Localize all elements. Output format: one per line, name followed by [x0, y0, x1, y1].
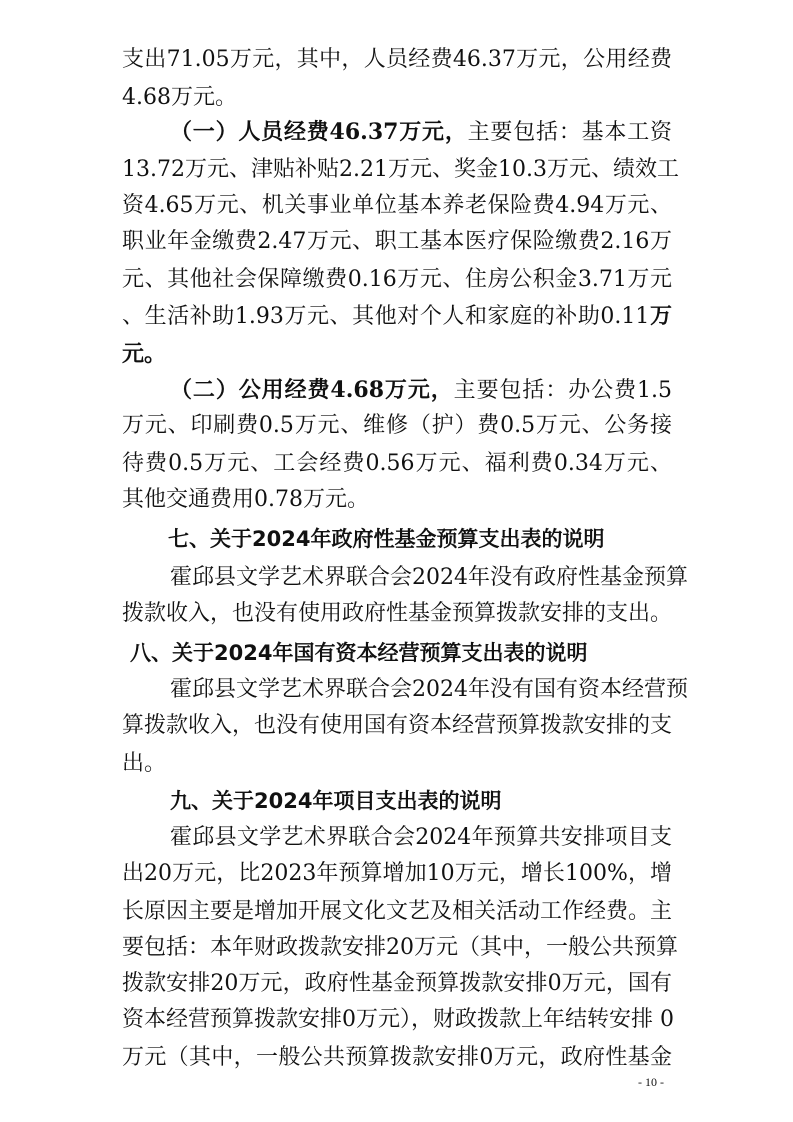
text-line: 支出71.05万元，其中，人员经费46.37万元，公用经费	[122, 47, 672, 72]
text-line: 万元（其中，一般公共预算拨款安排0万元，政府性基金	[122, 1045, 672, 1070]
text-line: 职业年金缴费2.47万元、职工基本医疗保险缴费2.16万	[122, 229, 672, 254]
text-span: 、生活补助1.93万元、其他对个人和	[122, 304, 488, 329]
subsection-personnel	[170, 114, 672, 150]
text-line: 13.72万元、津贴补贴2.21万元、奖金10.3万元、绩效工	[122, 157, 679, 182]
text-line: 其他交通费用0.78万元。	[122, 487, 369, 512]
section-heading-9: 九、关于2024年项目支出表的说明	[170, 789, 502, 813]
text-line	[122, 298, 672, 334]
text-span: 万	[649, 303, 672, 329]
text-span: 主要包括：办公费1.5	[453, 378, 672, 403]
text-line: 出20万元，比2023年预算增加10万元，增长100%，增	[122, 861, 672, 886]
subsection-heading: （一）人员经费46.37万元，	[170, 119, 468, 145]
text-line: 拨款安排20万元，政府性基金预算拨款安排0万元，国有	[122, 971, 672, 996]
text-line: 元。	[122, 341, 167, 367]
text-line: 元、其他社会保障缴费0.16万元、住房公积金3.71万元	[122, 267, 672, 292]
text-line: 资本经营预算拨款安排0万元），财政拨款上年结转安排 0	[122, 1007, 674, 1032]
section-heading-7: 七、关于2024年政府性基金预算支出表的说明	[168, 527, 605, 551]
text-line: 要包括：本年财政拨款安排20万元（其中，一般公共预算	[122, 935, 678, 960]
text-line: 霍邱县文学艺术界联合会2024年没有政府性基金预算	[170, 565, 688, 590]
text-line: 待费0.5万元、工会经费0.56万元、福利费0.34万元、	[122, 451, 672, 476]
text-line: 万元、印刷费0.5万元、维修（护）费0.5万元、公务接	[122, 413, 672, 438]
section-heading-8: 八、关于2024年国有资本经营预算支出表的说明	[130, 641, 588, 665]
text-line: 算拨款收入，也没有使用国有资本经营预算拨款安排的支	[122, 713, 673, 738]
subsection-public	[170, 372, 672, 408]
text-line: 出。	[122, 751, 167, 776]
text-line: 霍邱县文学艺术界联合会2024年预算共安排项目支	[170, 825, 672, 850]
text-span: 家庭的补助	[487, 304, 601, 329]
page-number: - 10 -	[638, 1075, 664, 1089]
subsection-heading: （二）公用经费4.68万元，	[170, 377, 454, 403]
text-span: 0.11	[600, 304, 650, 329]
text-line: 霍邱县文学艺术界联合会2024年没有国有资本经营预	[170, 677, 688, 702]
text-line: 资4.65万元、机关事业单位基本养老保险费4.94万元、	[122, 193, 672, 218]
text-span: 主要包括：基本工资	[467, 120, 672, 145]
text-line: 4.68万元。	[122, 85, 237, 110]
text-line: 长原因主要是增加开展文化文艺及相关活动工作经费。主	[122, 899, 673, 924]
text-line: 拨款收入，也没有使用政府性基金预算拨款安排的支出。	[122, 601, 673, 626]
